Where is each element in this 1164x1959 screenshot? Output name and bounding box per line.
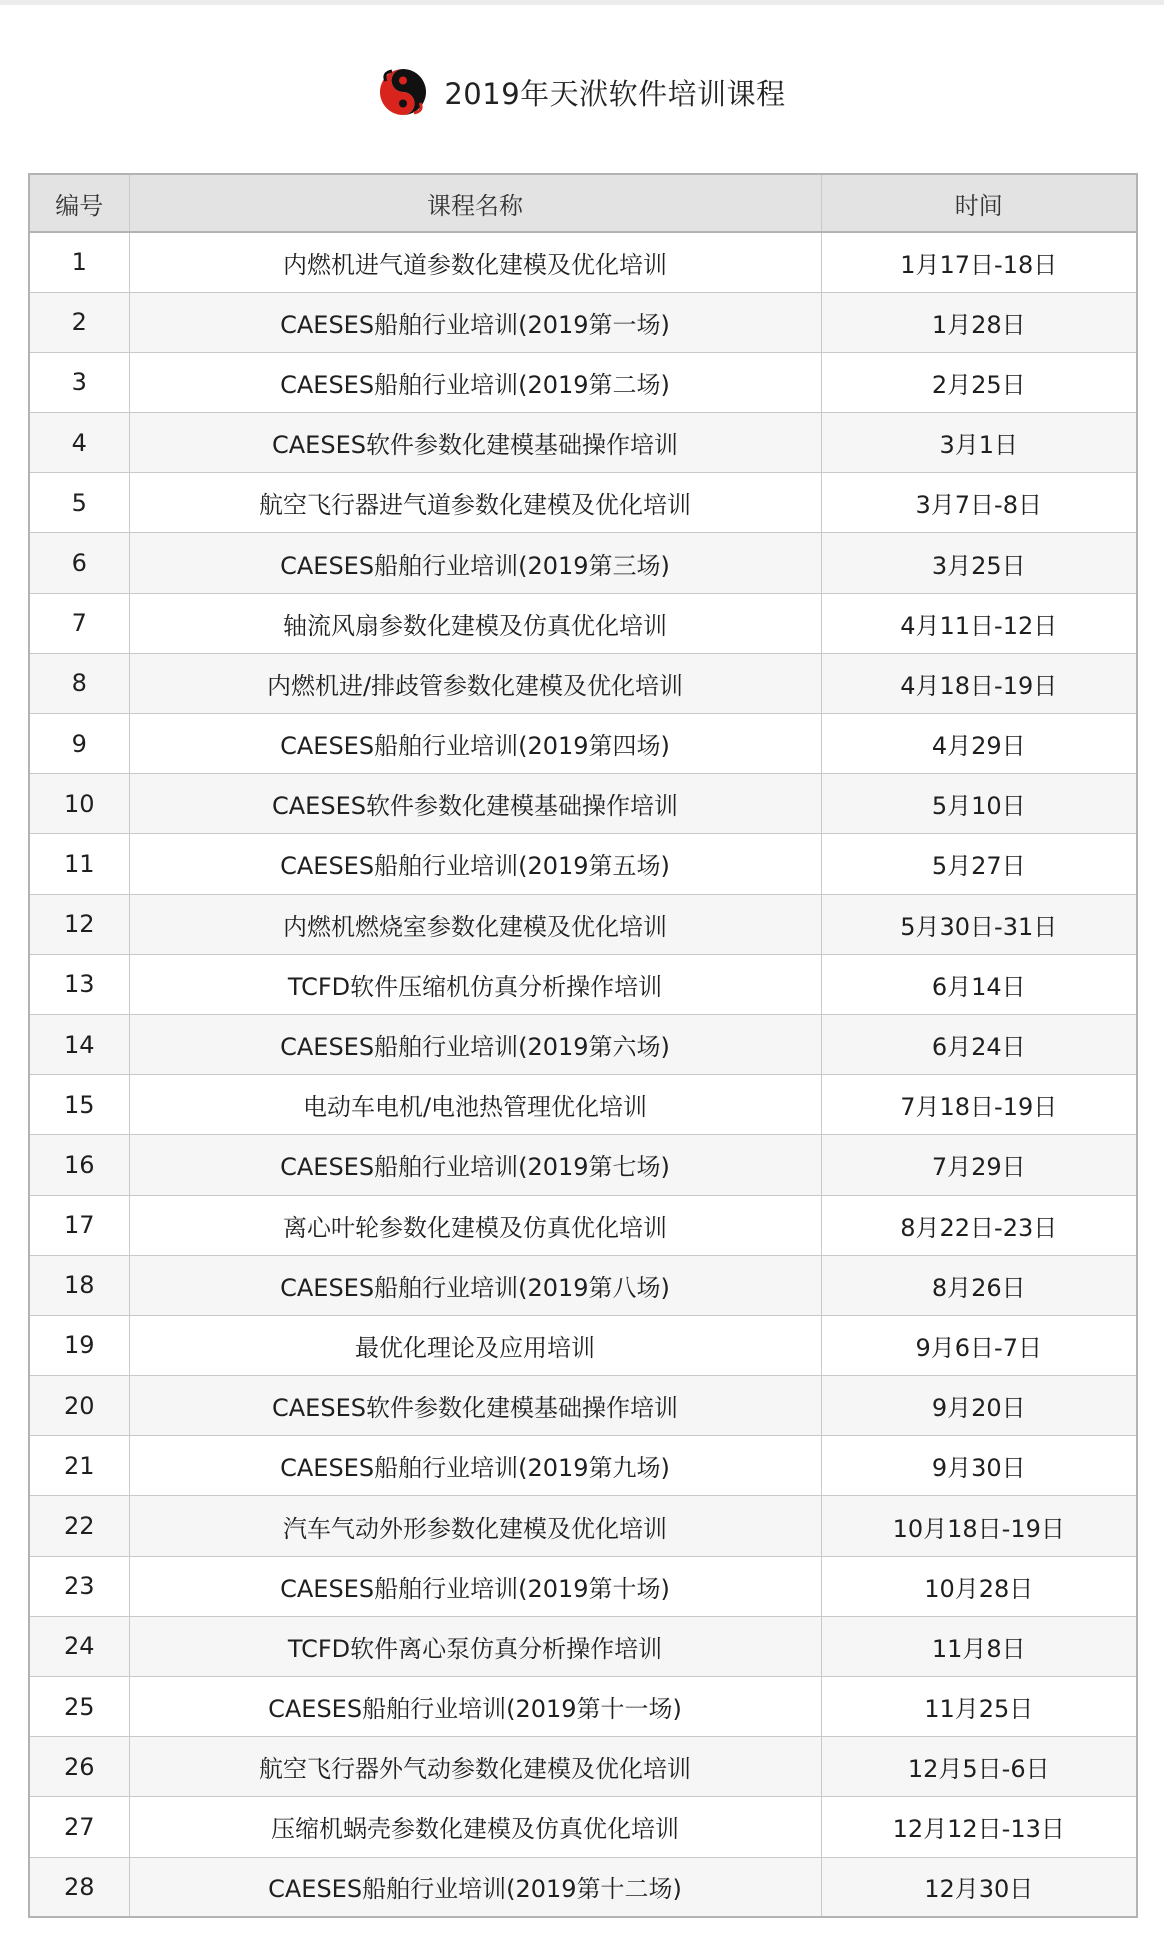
course-name-cell: TCFD软件离心泵仿真分析操作培训 <box>129 1616 821 1676</box>
course-name-cell: 压缩机蜗壳参数化建模及仿真优化培训 <box>129 1797 821 1857</box>
course-time-cell: 5月30日-31日 <box>821 894 1137 954</box>
row-number-cell: 11 <box>29 834 129 894</box>
course-name-cell: CAESES船舶行业培训(2019第一场) <box>129 292 821 352</box>
table-row <box>29 1737 1137 1797</box>
table-row <box>29 1857 1137 1917</box>
course-time-cell: 10月18日-19日 <box>821 1496 1137 1556</box>
row-number-cell: 10 <box>29 774 129 834</box>
course-time-cell: 3月7日-8日 <box>821 473 1137 533</box>
course-name-cell: CAESES软件参数化建模基础操作培训 <box>129 1376 821 1436</box>
row-number-cell: 1 <box>29 232 129 292</box>
course-time-cell: 4月29日 <box>821 714 1137 774</box>
table-row <box>29 1014 1137 1074</box>
table-row <box>29 894 1137 954</box>
course-name-cell: CAESES软件参数化建模基础操作培训 <box>129 774 821 834</box>
table-row <box>29 1496 1137 1556</box>
course-time-cell: 3月1日 <box>821 413 1137 473</box>
course-time-cell: 9月30日 <box>821 1436 1137 1496</box>
table-body <box>29 232 1137 1917</box>
course-name-cell: CAESES船舶行业培训(2019第二场) <box>129 352 821 412</box>
page-header <box>0 62 1164 122</box>
table-row <box>29 352 1137 412</box>
course-name-cell: 轴流风扇参数化建模及仿真优化培训 <box>129 593 821 653</box>
table-row <box>29 714 1137 774</box>
course-schedule-table <box>28 173 1138 1918</box>
table-row <box>29 774 1137 834</box>
table-row <box>29 1135 1137 1195</box>
row-number-cell: 28 <box>29 1857 129 1917</box>
course-name-cell: CAESES船舶行业培训(2019第六场) <box>129 1014 821 1074</box>
course-name-cell: CAESES船舶行业培训(2019第十场) <box>129 1556 821 1616</box>
course-time-cell: 6月14日 <box>821 954 1137 1014</box>
row-number-cell: 12 <box>29 894 129 954</box>
course-name-cell: 内燃机进气道参数化建模及优化培训 <box>129 232 821 292</box>
row-number-cell: 20 <box>29 1376 129 1436</box>
table-row <box>29 413 1137 473</box>
row-number-cell: 18 <box>29 1255 129 1315</box>
course-name-cell: CAESES船舶行业培训(2019第十一场) <box>129 1677 821 1737</box>
row-number-cell: 27 <box>29 1797 129 1857</box>
course-time-cell: 11月25日 <box>821 1677 1137 1737</box>
row-number-cell: 2 <box>29 292 129 352</box>
course-name-cell: CAESES船舶行业培训(2019第九场) <box>129 1436 821 1496</box>
row-number-cell: 26 <box>29 1737 129 1797</box>
course-time-cell: 4月11日-12日 <box>821 593 1137 653</box>
table-row <box>29 473 1137 533</box>
course-schedule-table-wrapper <box>28 173 1136 1918</box>
course-time-cell: 12月30日 <box>821 1857 1137 1917</box>
course-time-cell: 6月24日 <box>821 1014 1137 1074</box>
course-time-cell: 10月28日 <box>821 1556 1137 1616</box>
table-row <box>29 1677 1137 1737</box>
table-row <box>29 1255 1137 1315</box>
row-number-cell: 5 <box>29 473 129 533</box>
course-name-cell: 离心叶轮参数化建模及仿真优化培训 <box>129 1195 821 1255</box>
table-row <box>29 232 1137 292</box>
course-time-cell: 9月6日-7日 <box>821 1315 1137 1375</box>
table-row <box>29 1376 1137 1436</box>
row-number-cell: 23 <box>29 1556 129 1616</box>
row-number-cell: 6 <box>29 533 129 593</box>
table-row <box>29 954 1137 1014</box>
table-row <box>29 1797 1137 1857</box>
table-row <box>29 834 1137 894</box>
row-number-cell: 7 <box>29 593 129 653</box>
table-row <box>29 1616 1137 1676</box>
course-time-cell: 1月28日 <box>821 292 1137 352</box>
course-name-cell: 汽车气动外形参数化建模及优化培训 <box>129 1496 821 1556</box>
row-number-cell: 19 <box>29 1315 129 1375</box>
row-number-cell: 8 <box>29 653 129 713</box>
header-course-name: 课程名称 <box>129 174 821 232</box>
course-time-cell: 5月27日 <box>821 834 1137 894</box>
row-number-cell: 16 <box>29 1135 129 1195</box>
course-name-cell: CAESES船舶行业培训(2019第八场) <box>129 1255 821 1315</box>
course-time-cell: 12月5日-6日 <box>821 1737 1137 1797</box>
row-number-cell: 3 <box>29 352 129 412</box>
course-time-cell: 12月12日-13日 <box>821 1797 1137 1857</box>
row-number-cell: 9 <box>29 714 129 774</box>
table-row <box>29 1315 1137 1375</box>
course-name-cell: 航空飞行器外气动参数化建模及优化培训 <box>129 1737 821 1797</box>
course-name-cell: TCFD软件压缩机仿真分析操作培训 <box>129 954 821 1014</box>
course-name-cell: 航空飞行器进气道参数化建模及优化培训 <box>129 473 821 533</box>
course-time-cell: 8月22日-23日 <box>821 1195 1137 1255</box>
course-time-cell: 3月25日 <box>821 533 1137 593</box>
table-row <box>29 1556 1137 1616</box>
row-number-cell: 4 <box>29 413 129 473</box>
table-row <box>29 1195 1137 1255</box>
course-name-cell: 最优化理论及应用培训 <box>129 1315 821 1375</box>
tianfu-swirl-logo-icon <box>378 67 428 117</box>
course-name-cell: CAESES软件参数化建模基础操作培训 <box>129 413 821 473</box>
row-number-cell: 25 <box>29 1677 129 1737</box>
row-number-cell: 24 <box>29 1616 129 1676</box>
course-time-cell: 4月18日-19日 <box>821 653 1137 713</box>
course-name-cell: CAESES船舶行业培训(2019第四场) <box>129 714 821 774</box>
table-row <box>29 593 1137 653</box>
row-number-cell: 22 <box>29 1496 129 1556</box>
header-time: 时间 <box>821 174 1137 232</box>
row-number-cell: 15 <box>29 1075 129 1135</box>
course-time-cell: 5月10日 <box>821 774 1137 834</box>
table-row <box>29 292 1137 352</box>
course-name-cell: 内燃机进/排歧管参数化建模及优化培训 <box>129 653 821 713</box>
course-name-cell: 内燃机燃烧室参数化建模及优化培训 <box>129 894 821 954</box>
row-number-cell: 17 <box>29 1195 129 1255</box>
row-number-cell: 13 <box>29 954 129 1014</box>
course-time-cell: 1月17日-18日 <box>821 232 1137 292</box>
header-number: 编号 <box>29 174 129 232</box>
row-number-cell: 14 <box>29 1014 129 1074</box>
course-name-cell: CAESES船舶行业培训(2019第三场) <box>129 533 821 593</box>
course-time-cell: 8月26日 <box>821 1255 1137 1315</box>
course-name-cell: CAESES船舶行业培训(2019第五场) <box>129 834 821 894</box>
course-name-cell: CAESES船舶行业培训(2019第十二场) <box>129 1857 821 1917</box>
course-time-cell: 9月20日 <box>821 1376 1137 1436</box>
course-time-cell: 7月18日-19日 <box>821 1075 1137 1135</box>
course-name-cell: 电动车电机/电池热管理优化培训 <box>129 1075 821 1135</box>
row-number-cell: 21 <box>29 1436 129 1496</box>
table-row <box>29 533 1137 593</box>
page-title: 2019年天洑软件培训课程 <box>444 76 786 111</box>
table-row <box>29 653 1137 713</box>
top-divider-bar <box>0 0 1164 5</box>
course-time-cell: 7月29日 <box>821 1135 1137 1195</box>
table-header-row <box>29 174 1137 232</box>
course-time-cell: 11月8日 <box>821 1616 1137 1676</box>
course-name-cell: CAESES船舶行业培训(2019第七场) <box>129 1135 821 1195</box>
table-row <box>29 1436 1137 1496</box>
course-time-cell: 2月25日 <box>821 352 1137 412</box>
table-row <box>29 1075 1137 1135</box>
